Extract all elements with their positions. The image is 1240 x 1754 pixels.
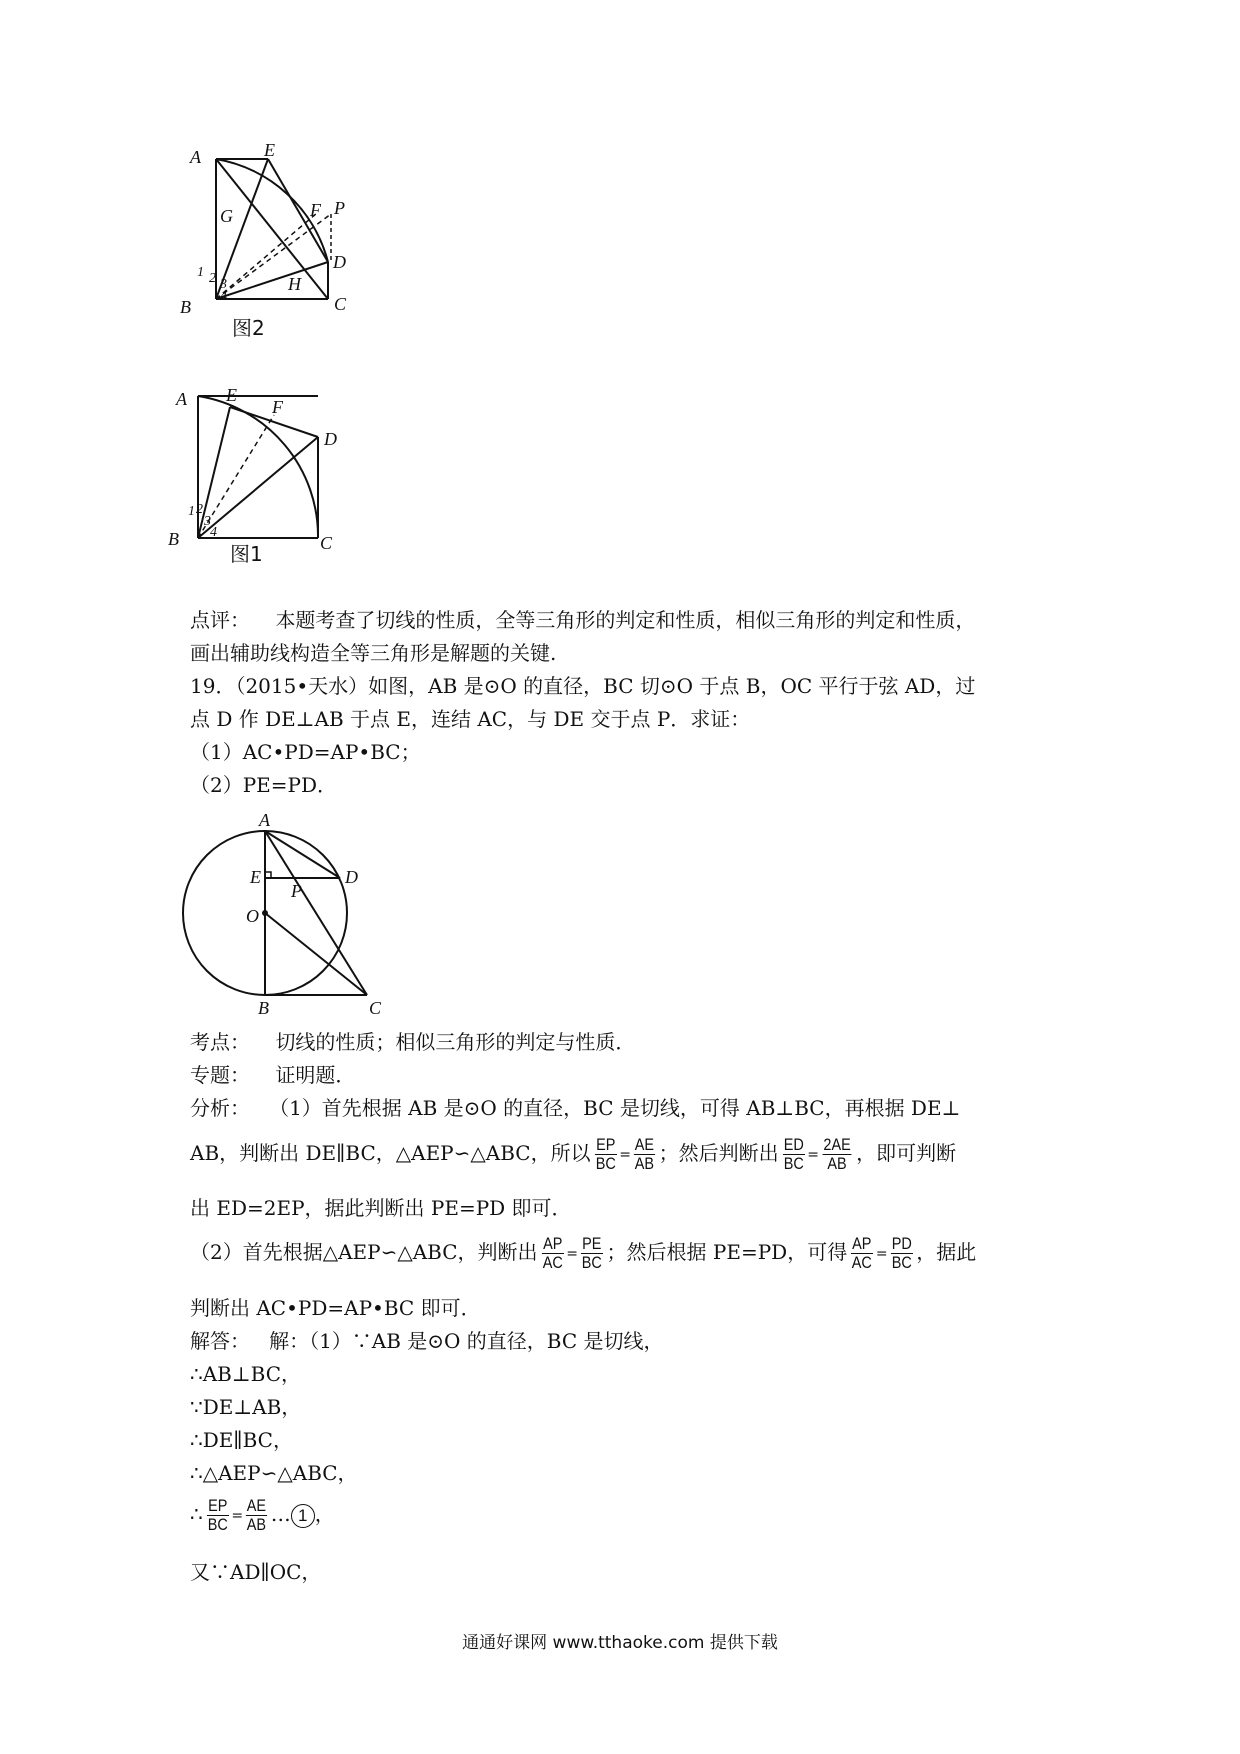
comma: ， bbox=[314, 1502, 335, 1526]
angle-2: 2 bbox=[209, 271, 216, 286]
review-line-1 bbox=[190, 604, 975, 637]
zhuanti-label: 专题： bbox=[190, 1063, 250, 1087]
solution-label: 解答： bbox=[190, 1329, 250, 1353]
label-G: G bbox=[220, 206, 233, 226]
figure-2-caption: 图2 bbox=[232, 316, 265, 340]
label-C: C bbox=[334, 294, 347, 314]
solution-line-6 bbox=[190, 1488, 335, 1542]
frac-den: AB bbox=[827, 1154, 847, 1173]
label-F: F bbox=[272, 397, 283, 417]
frac-den: BC bbox=[891, 1253, 912, 1272]
kaodian-line bbox=[190, 1026, 635, 1059]
frac-den: AC bbox=[542, 1253, 563, 1272]
label-C: C bbox=[320, 533, 333, 553]
label-B: B bbox=[168, 529, 179, 549]
frac-den: AC bbox=[851, 1253, 873, 1272]
frac-den: AB bbox=[246, 1515, 267, 1534]
frac-num: ED bbox=[783, 1135, 804, 1154]
ellipsis: … bbox=[270, 1502, 291, 1526]
label-A: A bbox=[176, 389, 187, 409]
kaodian-label: 考点： bbox=[190, 1030, 250, 1054]
problem-part-2: （2）PE=PD． bbox=[190, 773, 338, 797]
frac-num: EP bbox=[595, 1135, 616, 1154]
analysis-text-1: （1）首先根据 AB 是⊙O 的直径，BC 是切线，可得 AB⊥BC，再根据 DE⊥ bbox=[269, 1096, 961, 1120]
fraction-ae-ab bbox=[246, 1497, 267, 1534]
angle-2: 2 bbox=[196, 502, 203, 517]
label-P: P bbox=[291, 881, 302, 901]
analysis-text-4b: ；然后根据 PE=PD，可得 bbox=[606, 1240, 848, 1264]
solution-line-3: ∵DE⊥AB， bbox=[190, 1395, 302, 1419]
solution-line-5: ∴△AEP∽△ABC， bbox=[190, 1461, 358, 1485]
label-D: D bbox=[345, 867, 358, 887]
frac-den: AB bbox=[634, 1154, 654, 1173]
fraction-ap-ac-2 bbox=[851, 1235, 873, 1272]
fraction-ed-bc bbox=[783, 1136, 805, 1173]
fraction-ae-ab bbox=[634, 1136, 655, 1173]
analysis-text-2b: ；然后判断出 bbox=[658, 1141, 779, 1165]
label-A: A bbox=[259, 810, 270, 830]
problem-part-1: （1）AC•PD=AP•BC； bbox=[190, 740, 421, 764]
equals-sign: = bbox=[875, 1245, 888, 1262]
label-P: P bbox=[334, 198, 345, 218]
analysis-text-2c: ，即可判断 bbox=[856, 1141, 957, 1165]
fraction-ep-bc bbox=[595, 1136, 617, 1173]
frac-den: BC bbox=[783, 1154, 804, 1173]
analysis-line-3: 出 ED=2EP，据此判断出 PE=PD 即可． bbox=[190, 1196, 572, 1220]
fraction-ap-ac bbox=[541, 1235, 563, 1272]
zhuanti-line bbox=[190, 1059, 355, 1092]
analysis-text-2a: AB，判断出 DE∥BC，△AEP∽△ABC，所以 bbox=[190, 1141, 591, 1165]
label-A: A bbox=[190, 147, 201, 167]
kaodian-text: 切线的性质；相似三角形的判定与性质． bbox=[275, 1030, 636, 1054]
frac-num: AP bbox=[852, 1234, 872, 1253]
zhuanti-text: 证明题． bbox=[275, 1063, 356, 1087]
label-E: E bbox=[226, 385, 237, 405]
frac-num: EP bbox=[207, 1496, 228, 1515]
problem-line-2: 点 D 作 DE⊥AB 于点 E，连结 AC，与 DE 交于点 P．求证： bbox=[190, 707, 751, 731]
equals-sign: = bbox=[566, 1245, 578, 1262]
figure-3 bbox=[180, 808, 410, 1018]
analysis-text-4c: ，据此 bbox=[916, 1240, 977, 1264]
analysis-line-4 bbox=[190, 1227, 976, 1279]
label-F: F bbox=[310, 200, 321, 220]
frac-den: BC bbox=[581, 1253, 602, 1272]
frac-den: BC bbox=[595, 1154, 616, 1173]
frac-num: AE bbox=[246, 1496, 267, 1515]
label-E: E bbox=[250, 867, 261, 887]
circled-number: 1 bbox=[291, 1504, 315, 1528]
analysis-line-1 bbox=[190, 1092, 960, 1125]
figure-1 bbox=[168, 385, 390, 595]
equals-sign: = bbox=[807, 1146, 819, 1163]
frac-num: AP bbox=[542, 1234, 563, 1253]
figure-1-caption: 图1 bbox=[230, 542, 263, 566]
angle-4: 4 bbox=[210, 525, 217, 540]
page-footer: 通通好课网 www.tthaoke.com 提供下载 bbox=[462, 1633, 778, 1653]
problem-line-1: 19．（2015•天水）如图，AB 是⊙O 的直径，BC 切⊙O 于点 B，OC 平行于弦 AD，过 bbox=[190, 674, 976, 698]
frac-num: 2AE bbox=[823, 1135, 851, 1154]
label-D: D bbox=[333, 252, 346, 272]
solution-line-2: ∴AB⊥BC， bbox=[190, 1362, 302, 1386]
fraction-pe-bc bbox=[581, 1235, 603, 1272]
analysis-line-5: 判断出 AC•PD=AP•BC 即可． bbox=[190, 1296, 481, 1320]
review-text-1: 本题考查了切线的性质，全等三角形的判定和性质，相似三角形的判定和性质， bbox=[275, 608, 976, 632]
analysis-label: 分析： bbox=[190, 1096, 250, 1120]
equals-sign: = bbox=[619, 1146, 631, 1163]
label-B: B bbox=[258, 998, 269, 1018]
frac-den: BC bbox=[207, 1515, 228, 1534]
review-label: 点评： bbox=[190, 608, 250, 632]
frac-num: AE bbox=[634, 1135, 654, 1154]
review-line-2: 画出辅助线构造全等三角形是解题的关键. bbox=[190, 641, 557, 665]
frac-num: PD bbox=[891, 1234, 912, 1253]
label-C: C bbox=[369, 998, 382, 1018]
angle-3: 3 bbox=[220, 277, 227, 292]
angle-4: 4 bbox=[220, 289, 227, 304]
angle-3: 3 bbox=[204, 514, 211, 529]
angle-1: 1 bbox=[188, 504, 195, 519]
fraction-ep-bc bbox=[207, 1497, 229, 1534]
solution-line-4: ∴DE∥BC， bbox=[190, 1428, 293, 1452]
frac-num: PE bbox=[582, 1234, 602, 1253]
label-E: E bbox=[264, 140, 275, 160]
label-O: O bbox=[246, 906, 259, 926]
angle-1: 1 bbox=[197, 265, 204, 280]
fraction-2ae-ab bbox=[823, 1136, 852, 1173]
solution-text-1: 解：（1）∵AB 是⊙O 的直径，BC 是切线， bbox=[269, 1329, 664, 1353]
fraction-pd-bc bbox=[891, 1235, 913, 1272]
label-B: B bbox=[180, 297, 191, 317]
analysis-text-4a: （2）首先根据△AEP∽△ABC，判断出 bbox=[190, 1240, 538, 1264]
solution-line-1 bbox=[190, 1325, 664, 1358]
analysis-line-2 bbox=[190, 1128, 956, 1180]
figure-2 bbox=[180, 140, 400, 380]
label-H: H bbox=[288, 274, 301, 294]
equals-sign: = bbox=[231, 1507, 244, 1524]
solution-line-7: 又∵AD∥OC， bbox=[190, 1560, 322, 1584]
therefore-symbol: ∴ bbox=[190, 1502, 203, 1526]
label-D: D bbox=[324, 429, 337, 449]
